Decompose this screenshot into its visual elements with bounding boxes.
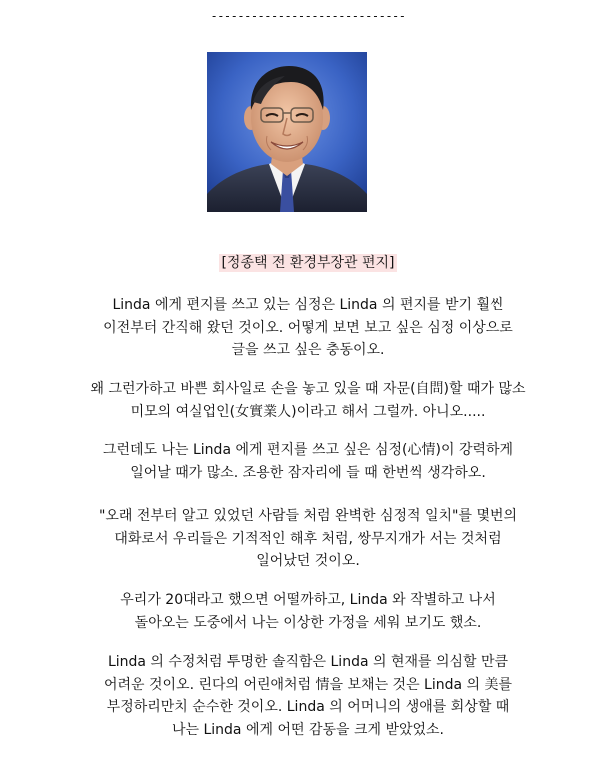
paragraph-line: Linda 의 수정처럼 투명한 솔직함은 Linda 의 현재를 의심할 만큼 [107,654,509,670]
paragraph-line: 돌아오는 도중에서 나는 이상한 가정을 세워 보기도 했소. [134,614,482,631]
paragraph-line: 어려운 것이오. 린다의 어린애처럼 情을 보채는 것은 Linda 의 美를 [103,676,513,693]
paragraph-line: 일어났던 것이오. [256,553,360,569]
paragraph-line: 왜 그런가하고 바쁜 회사일로 손을 놓고 있을 때 자문(自問)할 때가 많소 [90,381,526,397]
paragraph-line: 이전부터 간직해 왔던 것이오. 어떻게 보면 보고 싶은 심정 이상으로 [103,319,513,336]
paragraph-5 [0,589,616,634]
top-divider: ----------------------------- [210,9,406,23]
paragraph-line: "오래 전부터 알고 있었던 사람들 처럼 완벽한 심정적 일치"를 몇번의 [98,508,518,524]
paragraph-line: 그런데도 나는 Linda 에게 편지를 쓰고 싶은 심정(心情)이 강력하게 [102,442,514,458]
letter-title-text: [정종택 전 환경부장관 편지] [221,255,395,271]
paragraph-2 [0,378,616,423]
paragraph-3 [0,439,616,484]
paragraph-line: 대화로서 우리들은 기적적인 해후 처럼, 쌍무지개가 서는 것처럼 [114,530,502,547]
paragraph-line: 우리가 20대라고 했으면 어떨까하고, Linda 와 작별하고 나서 [120,592,496,608]
paragraph-4 [0,505,616,573]
paragraph-line: Linda 에게 편지를 쓰고 있는 심정은 Linda 의 편지를 받기 훨씬 [112,297,504,313]
paragraph-line: 일어날 때가 많소. 조용한 잠자리에 들 때 한번씩 생각하오. [130,464,486,481]
paragraph-line: 나는 Linda 에게 어떤 감동을 크게 받았었소. [171,721,445,738]
portrait-photo [207,52,367,212]
paragraph-line: 글을 쓰고 싶은 충동이오. [231,342,385,358]
paragraph-line: 부정하리만치 순수한 것이오. Linda 의 어머니의 생애를 회상할 때 [106,699,510,715]
paragraph-line: 미모의 여실업인(女實業人)이라고 해서 그럴까. 아니오..... [130,403,486,420]
paragraph-6 [0,651,616,741]
letter-title [0,253,616,273]
paragraph-1 [0,294,616,362]
